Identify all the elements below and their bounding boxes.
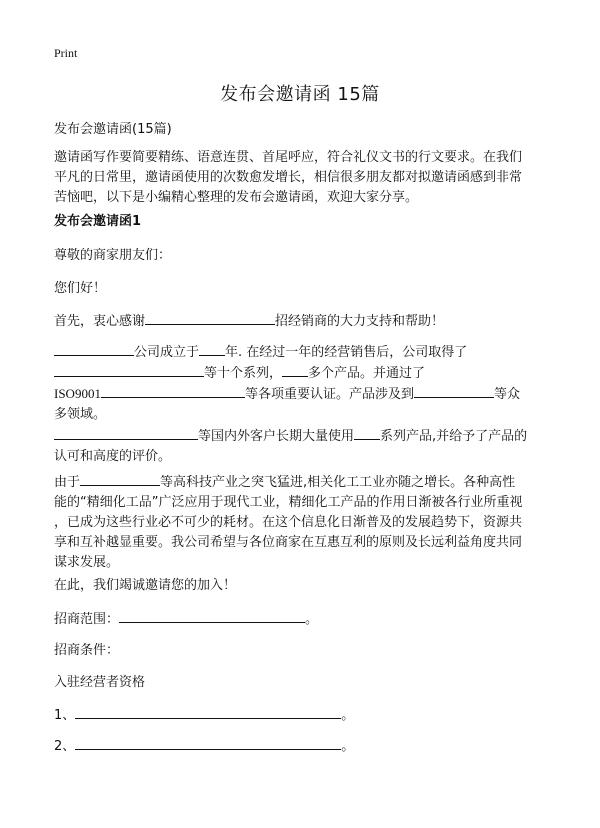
item-number: 2、 [54, 739, 76, 754]
company-series-text: 等十个系列， [204, 366, 283, 381]
intro-paragraph [54, 148, 548, 208]
item-blank [75, 736, 341, 750]
blank-line [145, 311, 275, 325]
iso-label: ISO9001 [54, 386, 101, 401]
usage-end: 认可和高度的评价。 [54, 449, 172, 464]
blank-line [199, 342, 225, 356]
usage-text: 等国内外客户长期大量使用 [198, 429, 355, 444]
because-line: 谋求发展。 [54, 555, 120, 570]
company-sales-text: 年. 在经过一年的经营销售后，公司取得了 [225, 345, 468, 360]
company-cert-text: 等各项重要认证。产品涉及到 [244, 387, 414, 402]
item-end: 。 [341, 708, 355, 723]
blank-line [54, 342, 134, 356]
scope-blank [119, 609, 305, 623]
blank-line [354, 426, 380, 440]
thanks-suffix: 招经销商的大力支持和帮助！ [275, 314, 445, 329]
usage-series-text: 系列产品,并给予了产品的 [380, 429, 528, 444]
company-founded-text: 公司成立于 [134, 345, 200, 360]
conditions-label: 招商条件： [54, 643, 120, 658]
greeting-text: 尊敬的商家朋友们： [54, 248, 172, 263]
blank-line [414, 384, 494, 398]
print-label: Print [54, 46, 78, 60]
because-paragraph [54, 472, 548, 573]
qualification-item-1 [54, 705, 548, 726]
scope-line [54, 609, 548, 630]
company-paragraph [54, 342, 548, 425]
usage-paragraph [54, 426, 548, 467]
qualification-label: 入驻经营者资格 [54, 675, 146, 690]
scope-end: 。 [305, 612, 319, 627]
scope-label: 招商范围： [54, 612, 120, 627]
blank-line [282, 363, 308, 377]
item-number: 1、 [54, 708, 76, 723]
invite-text: 在此，我们竭诚邀请您的加入！ [54, 578, 237, 593]
company-products-text: 多个产品。并通过了 [308, 366, 426, 381]
intro-line: 邀请函写作要简要精练、语意连贯、首尾呼应，符合礼仪文书的行文要求。在我们 [54, 150, 523, 165]
thanks-paragraph [54, 311, 548, 332]
blank-line [80, 472, 160, 486]
because-line: ，已成为这些行业必不可少的耗材。在这个信息化日渐普及的发展趋势下，资源共 [54, 515, 523, 530]
company-fields-end: 多领域。 [54, 407, 107, 422]
section-heading: 发布会邀请函1 [54, 214, 142, 229]
blank-line [101, 384, 245, 398]
blank-line [54, 426, 198, 440]
thanks-prefix: 首先，衷心感谢 [54, 314, 146, 329]
because-line: 能的“精细化工品”广泛应用于现代工业，精细化工产品的作用日渐被各行业所重视 [54, 495, 523, 510]
blank-line [54, 363, 204, 377]
page-title: 发布会邀请函 15篇 [220, 84, 380, 105]
because-prefix: 由于 [54, 475, 81, 490]
item-end: 。 [341, 739, 355, 754]
because-text: 等高科技产业之突飞猛进,相关化工工业亦随之增长。各种高性 [160, 475, 516, 490]
document-subtitle: 发布会邀请函(15篇) [54, 122, 172, 137]
because-line: 享和互补越显重要。我公司希望与各位商家在互惠互利的原则及长远利益角度共同 [54, 535, 523, 550]
hello-text: 您们好！ [54, 281, 107, 296]
item-blank [75, 705, 341, 719]
intro-line: 苦恼吧，以下是小编精心整理的发布会邀请函，欢迎大家分享。 [54, 190, 419, 205]
company-fields-text: 等众 [493, 387, 520, 402]
intro-line: 平凡的日常里，邀请函使用的次数愈发增长，相信很多朋友都对拟邀请函感到非常 [54, 170, 523, 185]
qualification-item-2 [54, 736, 548, 757]
